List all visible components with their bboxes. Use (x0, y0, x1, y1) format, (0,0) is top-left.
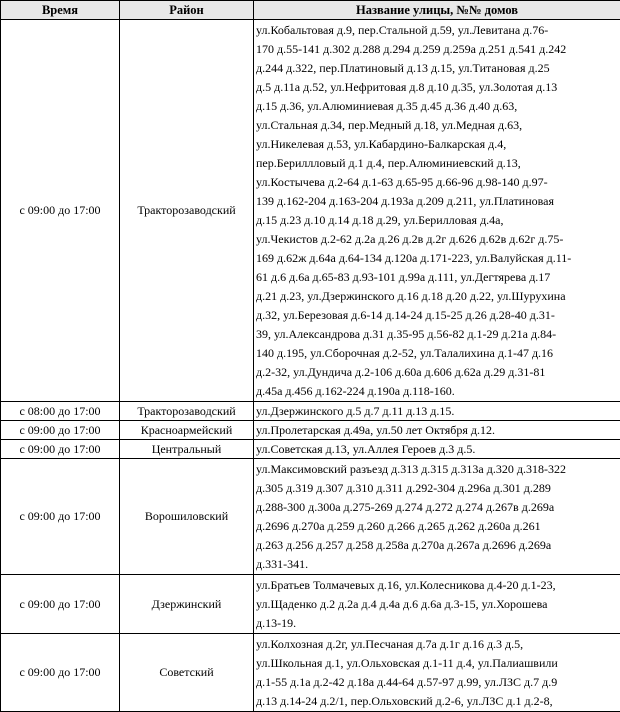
table-row (1, 20, 620, 402)
district-cell: Тракторозаводский (120, 402, 254, 421)
table-row (1, 402, 620, 421)
header-district: Район (120, 1, 254, 20)
streets-cell: ул.Дзержинского д.5 д.7 д.11 д.13 д.15. (254, 402, 620, 421)
streets-cell: ул.Пролетарская д.49а, ул.50 лет Октября д.12. (254, 421, 620, 440)
time-cell: с 09:00 до 17:00 (1, 634, 120, 712)
streets-cell: ул.Кобальтовая д.9, пер.Стальной д.59, ул.Левитана д.76- 170 д.55-141 д.302 д.288 д.294 д.259 д.259а д.251 д.541 д.242 д.244 д.322, пер.Платиновый д.13 д.15, ул.Титановая д.25 д.5 д.11а д.52, ул.Нефритовая д.8 д.10 д.35, ул.Золотая д.13 д.15 д.36, ул.Алюминиевая д.35 д.45 д.36 д.40 д.63, ул.Стальная д.34, пер.Медный д.18, ул.Медная д.63, ул.Никелевая д.53, ул.Кабардино-Балкарская д.4, пер.Бериллловый д.1 д.4, пер.Алюминиевский д.13, ул.Костычева д.2-64 д.1-63 д.65-95 д.66-96 д.98-140 д.97- 139 д.162-204 д.163-204 д.193а д.209 д.211, ул.Платиновая д.15 д.23 д.10 д.14 д.18 д.29, ул.Берилловая д.4а, ул.Чекистов д.2-62 д.2а д.26 д.2в д.2г д.626 д.62в д.62г д.75- 169 д.62ж д.64а д.64-134 д.120а д.171-223, ул.Валуйская д.11- 61 д.6 д.6а д.65-83 д.93-101 д.99а д.111, ул.Дегтярева д.17 д.21 д.23, ул.Дзержинского д.16 д.18 д.20 д.22, ул.Шурухина д.32, ул.Березовая д.6-14 д.14-24 д.15-25 д.26 д.28-40 д.31- 39, ул.Александрова д.31 д.35-95 д.56-82 д.1-29 д.21а д.84- 140 д.195, ул.Сборочная д.2-52, ул.Талалихина д.1-47 д.16 д.2-32, ул.Дундича д.2-106 д.60а д.606 д.62а д.29 д.31-81 д.45а д.456 д.162-224 д.190а д.118-160. (254, 20, 620, 402)
time-cell: с 09:00 до 17:00 (1, 421, 120, 440)
district-cell: Тракторозаводский (120, 20, 254, 402)
district-cell: Красноармейский (120, 421, 254, 440)
header-row (1, 1, 620, 20)
time-cell: с 09:00 до 17:00 (1, 440, 120, 459)
district-cell: Советский (120, 634, 254, 712)
header-time: Время (1, 1, 120, 20)
streets-cell: ул.Братьев Толмачевых д.16, ул.Колесникова д.4-20 д.1-23, ул.Щаденко д.2 д.2а д.4 д.4а д.6 д.6а д.3-15, ул.Хорошева д.13-19. (254, 575, 620, 634)
table-row (1, 421, 620, 440)
time-cell: с 09:00 до 17:00 (1, 575, 120, 634)
time-cell: с 09:00 до 17:00 (1, 20, 120, 402)
streets-cell: ул.Советская д.13, ул.Аллея Героев д.3 д.5. (254, 440, 620, 459)
table-row (1, 440, 620, 459)
district-cell: Дзержинский (120, 575, 254, 634)
time-cell: с 09:00 до 17:00 (1, 459, 120, 575)
header-streets: Название улицы, №№ домов (254, 1, 620, 20)
table-row (1, 634, 620, 712)
streets-cell: ул.Максимовский разъезд д.313 д.315 д.313а д.320 д.318-322 д.305 д.319 д.307 д.310 д.311 д.292-304 д.296а д.301 д.289 д.288-300 д.300а д.275-269 д.274 д.272 д.274 д.267в д.269а д.2696 д.270а д.259 д.260 д.266 д.265 д.262 д.260а д.261 д.263 д.256 д.257 д.258 д.258а д.270а д.267а д.2696 д.269а д.331-341. (254, 459, 620, 575)
district-cell: Центральный (120, 440, 254, 459)
table-row (1, 459, 620, 575)
district-cell: Ворошиловский (120, 459, 254, 575)
table-row (1, 575, 620, 634)
streets-cell: ул.Колхозная д.2г, ул.Песчаная д.7а д.1г д.16 д.3 д.5, ул.Школьная д.1, ул.Ольховская д.1-11 д.4, ул.Палиашвили д.1-55 д.1а д.2-42 д.18а д.44-64 д.57-97 д.99, ул.ЛЗС д.7 д.9 д.13 д.14-24 д.2/1, пер.Ольховский д.2-6, ул.ЛЗС д.1 д.2-8, (254, 634, 620, 712)
time-cell: с 08:00 до 17:00 (1, 402, 120, 421)
